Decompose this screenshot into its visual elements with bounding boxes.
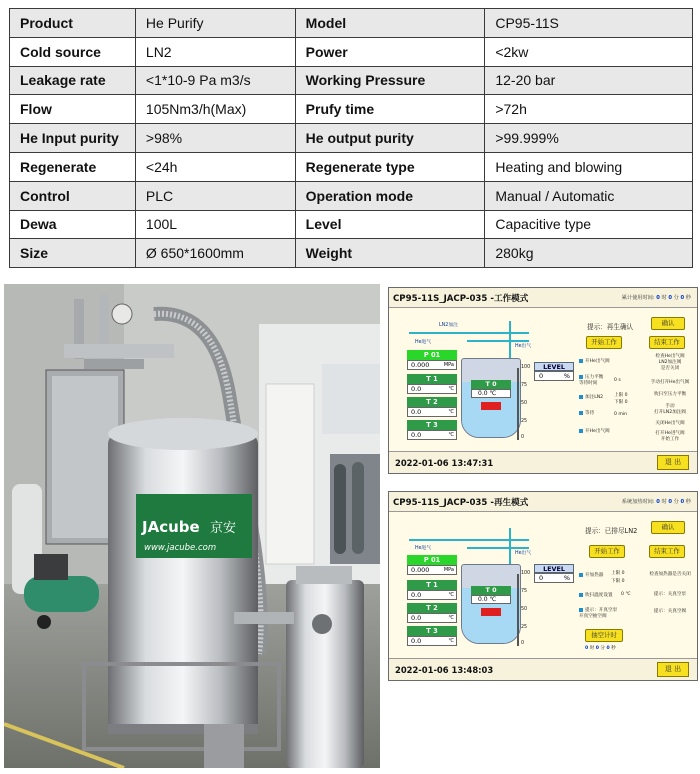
side-note-3: 手动 打开LN2加注阀 (654, 404, 686, 415)
hint-text: 提示：再生确认 (587, 323, 634, 331)
p01-sensor: P 01 0.000 MPa (407, 555, 457, 575)
hmi-footer (389, 658, 697, 680)
hmi-regen-mode-panel (388, 491, 698, 681)
step-value-wait: 0 s (614, 378, 621, 383)
brand-text: JAcube (142, 518, 200, 536)
timestamp: 2022-01-06 13:47:31 (395, 458, 494, 468)
exit-button[interactable]: 退 出 (657, 455, 689, 470)
pipe-label-he-in: He进气 (415, 546, 432, 551)
spec-key: Flow (10, 95, 136, 124)
spec-row (10, 239, 693, 268)
brand-cn-text: 京安 (210, 521, 237, 536)
spec-key: Level (295, 210, 485, 239)
t3-sensor: T 3 0.0 ℃ (407, 420, 457, 440)
spec-key: He Input purity (10, 124, 136, 153)
heating-time-counter: 系统加热时间: 0 时 0 分 0 秒 (621, 499, 691, 505)
spec-value: >98% (135, 124, 295, 153)
t1-sensor: T 1 0.0 ℃ (407, 580, 457, 600)
spec-key: Power (295, 37, 485, 66)
spec-table-body (10, 9, 693, 268)
step-5: 开He出气阀 (579, 428, 610, 434)
spec-value: 280kg (485, 239, 693, 268)
hmi-header (389, 288, 697, 308)
timestamp: 2022-01-06 13:48:03 (395, 665, 494, 675)
spec-key: Cold source (10, 37, 136, 66)
hmi-title: CP95-11S_JACP-035 -再生模式 (393, 498, 529, 508)
confirm-button[interactable]: 确认 (651, 521, 685, 534)
hmi-footer (389, 451, 697, 473)
hint-text: 提示：已排尽LN2 (585, 527, 638, 535)
exit-button[interactable]: 退 出 (657, 662, 689, 677)
usage-time-counter: 累计使用时间: 0 时 0 分 0 秒 (621, 295, 691, 301)
level-indicator: LEVEL 0 % (534, 564, 574, 583)
spec-row (10, 124, 693, 153)
pipe-label-he-in: He进气 (415, 340, 432, 345)
level-scale: 100 75 50 25 0 (517, 574, 525, 646)
step-2: 吹扫温度设置 (579, 592, 613, 598)
spec-key: Control (10, 181, 136, 210)
hmi-work-mode-panel (388, 287, 698, 474)
spec-row (10, 66, 693, 95)
pipe-label-he-out: He出气 (515, 344, 532, 349)
step-3: 提示：开真空泵 开真空抽空阀 (579, 608, 618, 619)
spec-value: Capacitive type (485, 210, 693, 239)
step-value-upper: 上限 0 (614, 393, 628, 398)
spec-row (10, 152, 693, 181)
spec-row (10, 95, 693, 124)
step-value-minutes: 0 min (614, 412, 628, 417)
spec-row (10, 210, 693, 239)
spec-value: CP95-11S (485, 9, 693, 38)
vacuum-timer-button[interactable]: 抽空计时 (585, 629, 623, 642)
spec-value: >72h (485, 95, 693, 124)
spec-key: Weight (295, 239, 485, 268)
spec-key: Operation mode (295, 181, 485, 210)
side-note-1: 检查加热器是否关闭 (649, 572, 691, 577)
pipe-label-ln2: LN2加注 (439, 323, 458, 328)
step-value-lower: 下限 0 (611, 579, 625, 584)
step-value-upper: 上限 0 (611, 571, 625, 576)
spec-key: Size (10, 239, 136, 268)
spec-value: <1*10-9 Pa m3/s (135, 66, 295, 95)
spec-value: Manual / Automatic (485, 181, 693, 210)
t0-sensor: T 0 0.0 ℃ (471, 586, 511, 604)
step-1: 开加热器 (579, 572, 603, 578)
brand-url-text: www.jacube.com (144, 543, 217, 553)
step-3: 加注LN2 (579, 394, 603, 400)
stop-work-button[interactable]: 结束工作 (649, 336, 685, 349)
step-value-temp: 0 ℃ (621, 592, 631, 597)
dewar-tank (461, 564, 521, 644)
spec-value: Heating and blowing (485, 152, 693, 181)
t2-sensor: T 2 0.0 ℃ (407, 397, 457, 417)
start-work-button[interactable]: 开始工作 (586, 336, 622, 349)
p01-sensor: P 01 0.000 MPa (407, 350, 457, 370)
side-note-2: 手动打开He出气阀 吹扫至压力平衡 (650, 380, 690, 397)
spec-key: Model (295, 9, 485, 38)
step-1: 开He出气阀 (579, 358, 610, 364)
t3-sensor: T 3 0.0 ℃ (407, 626, 457, 646)
t0-sensor: T 0 0.0 ℃ (471, 380, 511, 398)
side-note-5: 打开He进气阀 开始工作 (655, 431, 685, 442)
t1-sensor: T 1 0.0 ℃ (407, 374, 457, 394)
spec-value: <24h (135, 152, 295, 181)
level-scale: 100 75 50 25 0 (517, 368, 525, 440)
spec-key: Dewa (10, 210, 136, 239)
spec-key: Regenerate (10, 152, 136, 181)
heater-indicator (481, 608, 501, 616)
spec-key: Working Pressure (295, 66, 485, 95)
stop-work-button[interactable]: 结束工作 (649, 545, 685, 558)
side-note-1: 检查He出气阀 LN2加注阀 是否关闭 (655, 354, 685, 371)
vacuum-timer: 0 时 0 分 0 秒 (585, 646, 616, 651)
confirm-button[interactable]: 确认 (651, 317, 685, 330)
spec-row (10, 9, 693, 38)
spec-key: Prufy time (295, 95, 485, 124)
spec-value: >99.999% (485, 124, 693, 153)
step-4: 等待 (579, 410, 594, 416)
spec-value: 105Nm3/h(Max) (135, 95, 295, 124)
pipe-label-he-out: He出气 (515, 551, 532, 556)
hmi-title: CP95-11S_JACP-035 -工作模式 (393, 294, 529, 304)
spec-key: Regenerate type (295, 152, 485, 181)
spec-value: He Purify (135, 9, 295, 38)
spec-value: 12-20 bar (485, 66, 693, 95)
side-note-4: 关闭He出气阀 (655, 421, 685, 426)
spec-value: Ø 650*1600mm (135, 239, 295, 268)
spec-value: LN2 (135, 37, 295, 66)
hmi-header (389, 492, 697, 512)
heater-indicator (481, 402, 501, 410)
dewar-tank (461, 358, 521, 438)
side-note-3: 提示：关真空阀 (653, 609, 687, 614)
spec-value: PLC (135, 181, 295, 210)
spec-key: Product (10, 9, 136, 38)
step-value-lower: 下限 0 (614, 400, 628, 405)
side-note-2: 提示：关真空泵 (653, 592, 687, 597)
spec-table (9, 8, 693, 268)
spec-value: 100L (135, 210, 295, 239)
spec-row (10, 181, 693, 210)
start-work-button[interactable]: 开始工作 (589, 545, 625, 558)
spec-key: He output purity (295, 124, 485, 153)
equipment-photo-illustration (4, 284, 380, 768)
level-indicator: LEVEL 0 % (534, 362, 574, 381)
spec-row (10, 37, 693, 66)
equipment-photo (4, 284, 380, 768)
step-2: 压力平衡 等待时间 (579, 375, 604, 386)
t2-sensor: T 2 0.0 ℃ (407, 603, 457, 623)
spec-value: <2kw (485, 37, 693, 66)
spec-key: Leakage rate (10, 66, 136, 95)
